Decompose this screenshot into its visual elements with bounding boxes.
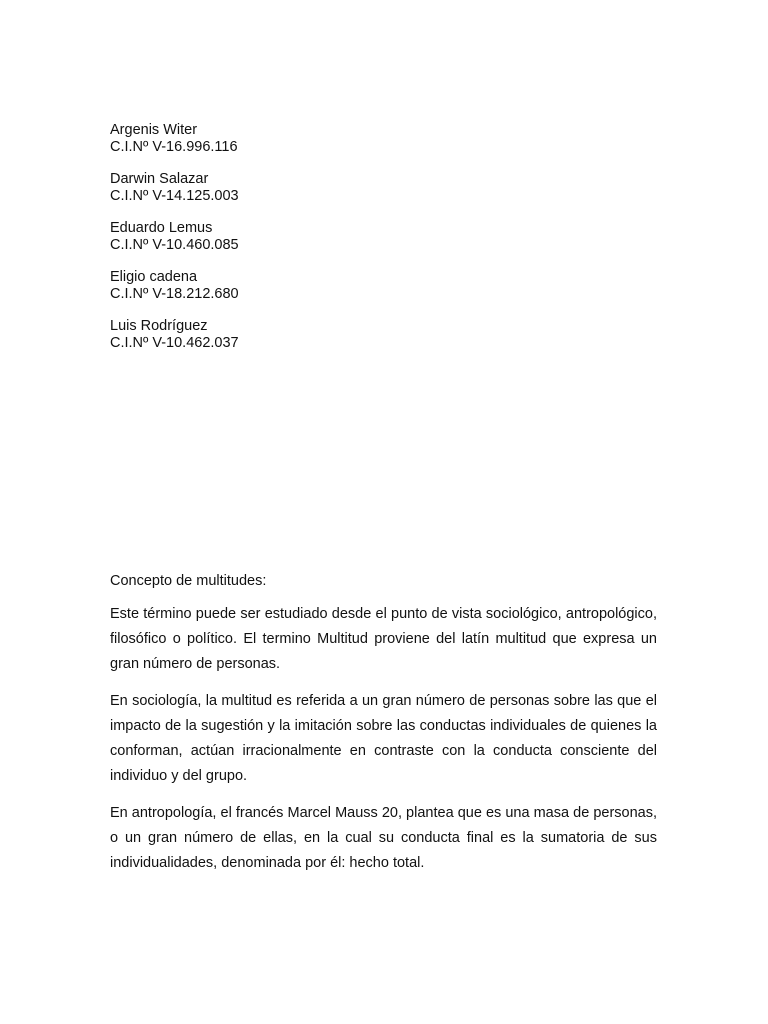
author-list [110,122,510,367]
paragraph: Este término puede ser estudiado desde el punto de vista sociológico, antropológico, filosófico o político. El termino Multitud proviene del latín multitud que expresa un gran número de personas. [110,606,657,672]
author-id-number: C.I.Nº V-10.462.037 [110,335,239,351]
author-name: Luis Rodríguez [110,318,208,334]
author-entry [110,220,510,254]
paragraph: En sociología, la multitud es referida a un gran número de personas sobre las que el impacto de la sugestión y la imitación sobre las conductas individuales de quienes la conforman, actúan irracionalmente en contraste con la conducta consciente del individuo y del grupo. [110,693,657,784]
author-name: Eduardo Lemus [110,220,213,236]
author-id-number: C.I.Nº V-14.125.003 [110,188,239,204]
paragraph: En antropología, el francés Marcel Mauss 20, plantea que es una masa de personas, o un gran número de ellas, en la cual su conducta final es la sumatoria de sus individualidades, denominada por él: hecho total. [110,805,657,871]
author-id-number: C.I.Nº V-16.996.116 [110,139,238,155]
author-id-number: C.I.Nº V-18.212.680 [110,286,239,302]
author-entry [110,269,510,303]
section-title: Concepto de multitudes: [110,573,267,589]
author-entry [110,318,510,352]
author-name: Darwin Salazar [110,171,209,187]
author-entry [110,171,510,205]
author-name: Eligio cadena [110,269,198,285]
section-content [110,572,657,888]
author-name: Argenis Witer [110,122,198,138]
author-id-number: C.I.Nº V-10.460.085 [110,237,239,253]
author-entry [110,122,510,156]
